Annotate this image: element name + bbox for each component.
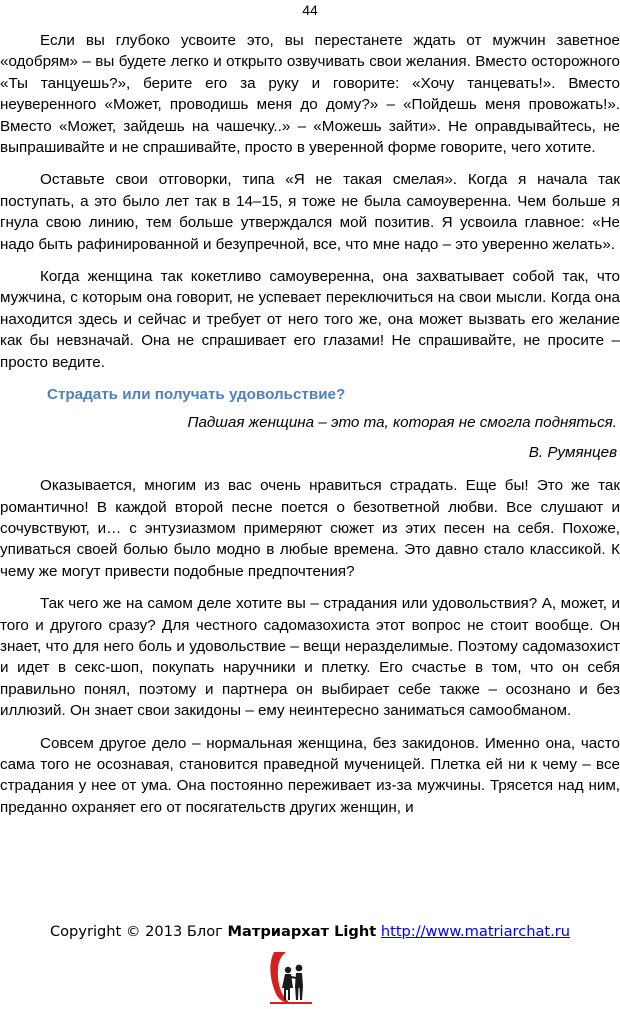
paragraph-4: Оказывается, многим из вас очень нравиться страдать. Еще бы! Это же так романтично! В каждой второй песне поется о безответной любви. Все слушают и сочувствуют, и… с энтузиазмом примеряют сюжет из этих песен на себя. Похоже, упиваться своей болью было модно в любые времена. Это давно стало классикой. К чему же могут привести подобные предпочтения? — [0, 477, 620, 580]
footer — [0, 922, 620, 942]
page-number: 44 — [302, 2, 318, 18]
epigraph: Падшая женщина – это та, которая не смогла подняться. — [187, 414, 617, 432]
paragraph-2: Оставьте свои отговорки, типа «Я не такая смелая». Когда я начала так поступать, а это было лет так в 14–15, я тоже не была самоуверенна. Чем больше я гнула свою линию, тем больше утверждался мой позитив. Я усвоила главное: «Не надо быть рафинированной и безупречной, все, что мне надо – это уверенно желать». — [0, 171, 620, 253]
document-body — [0, 30, 620, 829]
paragraph-5: Так чего же на самом деле хотите вы – страдания или удовольствия? А, может, и того и другого сразу? Для честного садомазохиста этот вопрос не стоит вообще. Он знает, что для него боль и удовольствие – вещи неразделимые. Поэтому садомазохист и идет в секс-шоп, покупать наручники и плетку. Его счастье в том, что он себя правильно понял, поэтому и партнера он выбирает себе также – осознано и без иллюзий. Он знает свои закидоны – ему неинтересно заниматься самообманом. — [0, 595, 620, 720]
footer-link[interactable]: http://www.matriarchat.ru — [380, 923, 571, 940]
section-heading: Страдать или получать удовольствие? — [47, 386, 346, 404]
epigraph-author: В. Румянцев — [528, 444, 617, 462]
matriarchat-logo-icon — [266, 950, 316, 1004]
footer-copyright: Copyright © 2013 Блог — [49, 923, 223, 940]
footer-brand: Матриархат Light — [227, 923, 377, 940]
paragraph-1: Если вы глубоко усвоите это, вы перестанете ждать от мужчин заветное «одобрям» – вы будете легко и открыто озвучивать свои желания. Вместо осторожного «Ты танцуешь?», берите его за руку и говорите: «Хочу танцевать!». Вместо неуверенного «Может, проводишь меня до дому?» – «Пойдешь меня провожать!». Вместо «Может, зайдешь на чашечку..» – «Можешь зайти». Не оправдывайтесь, не выпрашивайте и не спрашивайте, просто в уверенной форме говорите, чего хотите. — [0, 32, 620, 157]
paragraph-3: Когда женщина так кокетливо самоуверенна, она захватывает собой так, что мужчина, с которым она говорит, не успевает переключиться на свои мысли. Когда она находится здесь и сейчас и требует от него того же, она может вызвать его желание как бы невзначай. Она не спрашивает его глазами! Не спрашивайте, не просите – просто ведите. — [0, 268, 620, 371]
paragraph-6: Совсем другое дело – нормальная женщина, без закидонов. Именно она, часто сама того не осознавая, становится праведной мученицей. Плетка ей ни к чему – все страдания у нее от ума. Она постоянно переживает из-за мужчины. Трясется над ним, преданно охраняет его от посягательств других женщин, и — [0, 734, 620, 816]
